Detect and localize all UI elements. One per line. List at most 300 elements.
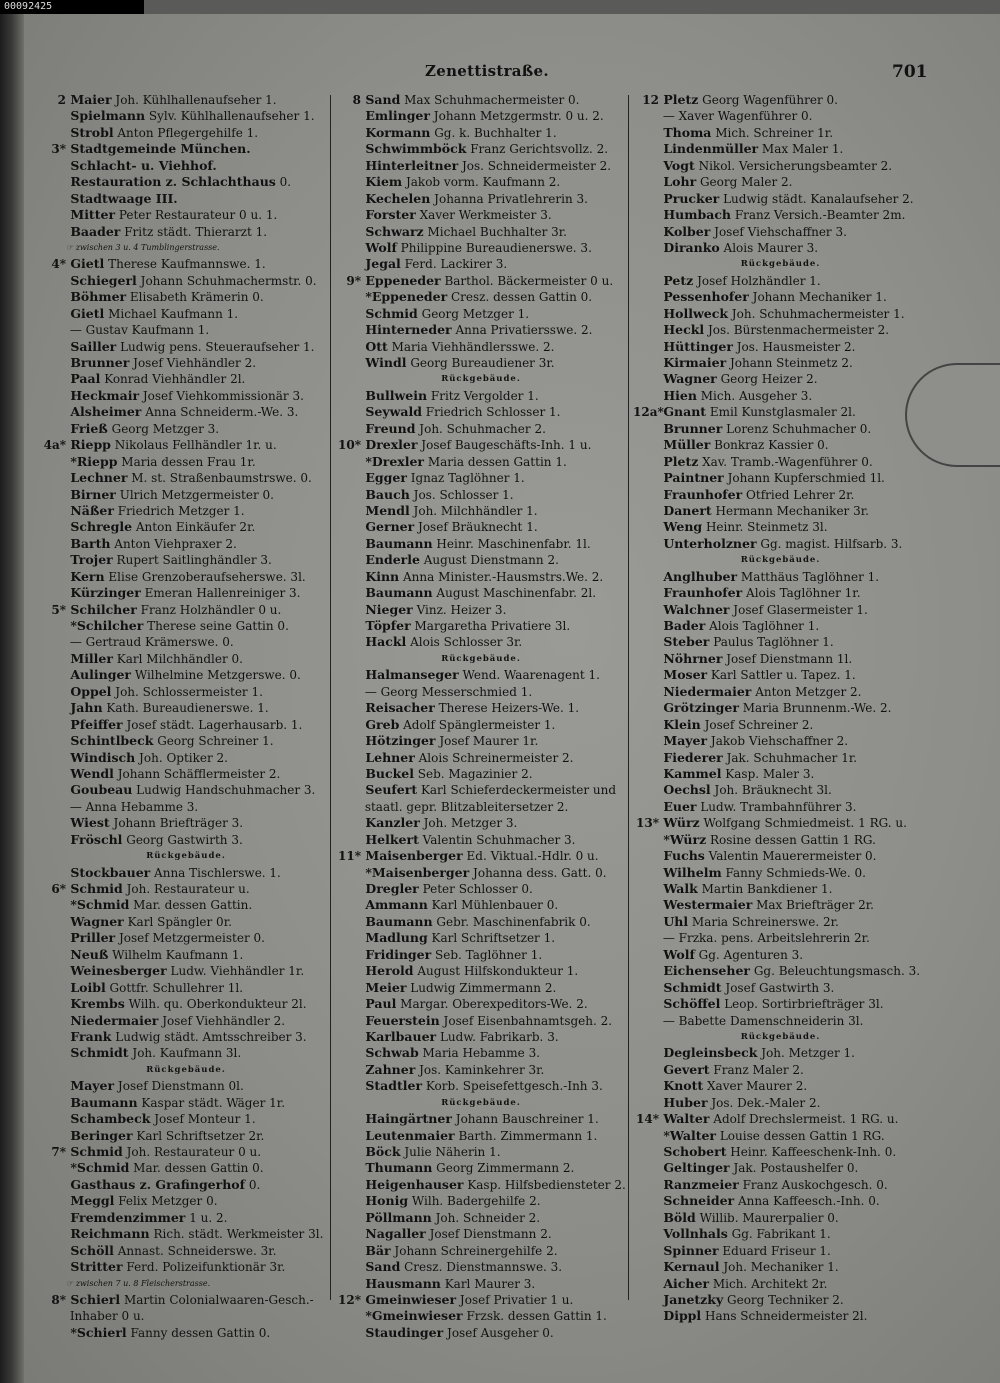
resident-entry <box>633 1078 928 1094</box>
resident-entry <box>335 355 627 371</box>
resident-name: Lohr <box>659 174 697 190</box>
resident-name: Dregler <box>361 881 419 896</box>
resident-entry <box>40 1177 332 1193</box>
resident-entry <box>40 1045 332 1061</box>
resident-name: Müller <box>659 437 711 453</box>
resident-entry <box>40 125 332 141</box>
resident-name: Barth <box>66 535 111 551</box>
section-heading: Rückgebäude. <box>740 555 821 566</box>
resident-detail: Julie Näherin 1. <box>400 1145 501 1159</box>
resident-detail: Max Maler 1. <box>758 142 844 157</box>
resident-detail: Xaver Maurer 2. <box>703 1079 808 1094</box>
resident-detail: Alois Schreinermeister 2. <box>414 750 574 765</box>
resident-entry <box>633 174 928 190</box>
resident-detail: Karl Schieferdeckermeister und <box>417 783 617 798</box>
resident-name: Wolf <box>659 946 695 962</box>
resident-name: Herold <box>361 963 414 979</box>
resident-entry <box>335 552 627 568</box>
resident-detail: Annast. Schneiderswe. 3r. <box>113 1243 277 1258</box>
resident-detail: Josef Viehschaffner 3. <box>710 224 847 239</box>
resident-detail: Ulrich Metzgermeister 0. <box>115 487 274 502</box>
resident-entry <box>633 355 928 371</box>
resident-entry <box>335 914 627 930</box>
resident-name: Kormann <box>361 124 431 140</box>
resident-entry <box>335 750 627 766</box>
resident-name: Kanzler <box>361 815 420 831</box>
resident-entry <box>633 1308 928 1324</box>
resident-entry <box>633 1243 928 1259</box>
resident-name: Loibl <box>66 979 106 995</box>
resident-entry <box>633 1292 928 1308</box>
resident-name: *Maisenberger <box>361 864 470 880</box>
resident-detail: Josef Dienstmann 2. <box>425 1227 552 1242</box>
resident-entry <box>335 256 627 272</box>
resident-name: *Drexler <box>361 453 425 469</box>
resident-name: Fraunhofer <box>659 585 743 601</box>
resident-name: Paul <box>361 996 397 1012</box>
resident-entry <box>633 1160 928 1176</box>
scan-id-strip: 00092425 <box>0 0 144 14</box>
resident-detail: Mar. dessen Gattin 0. <box>129 1161 264 1176</box>
resident-entry <box>40 947 332 963</box>
resident-entry <box>40 569 332 585</box>
resident-entry <box>633 733 928 749</box>
resident-entry <box>40 881 332 897</box>
resident-name: Baader <box>66 223 121 239</box>
resident-detail: Fritz städt. Thierarzt 1. <box>120 224 268 239</box>
resident-detail: Franz Gerichtsvollz. 2. <box>466 142 609 157</box>
resident-detail: Anna Tischlerswe. 1. <box>150 865 281 880</box>
resident-detail: Kath. Bureaudienerswe. 1. <box>102 701 269 716</box>
resident-detail: Cresz. Dienstmannswe. 3. <box>400 1260 563 1275</box>
resident-entry <box>335 700 627 716</box>
resident-name: Fremdenzimmer <box>66 1209 186 1225</box>
resident-entry <box>40 815 332 831</box>
resident-detail: Kaspar städt. Wäger 1r. <box>137 1095 286 1110</box>
resident-name: Schneider <box>659 1193 735 1209</box>
resident-entry <box>633 191 928 207</box>
resident-name: Frank <box>66 1028 112 1044</box>
resident-detail: Maria dessen Gattin 1. <box>424 454 567 469</box>
resident-entry <box>335 289 627 305</box>
resident-entry <box>633 454 928 470</box>
resident-detail: Margar. Oberexpeditors-We. 2. <box>396 997 588 1012</box>
resident-name: Freund <box>361 420 416 436</box>
resident-name: Feuerstein <box>361 1012 440 1028</box>
resident-name: Goubeau <box>66 782 133 798</box>
resident-entry <box>40 1308 332 1324</box>
resident-name: Nöhrner <box>659 650 723 666</box>
resident-detail: — Babette Damenschneiderin 3l. <box>659 1013 864 1028</box>
resident-detail: Karl Milchhändler 0. <box>112 651 243 666</box>
resident-name: Kiem <box>361 174 403 190</box>
resident-entry <box>40 536 332 552</box>
resident-entry <box>40 141 332 157</box>
resident-detail: — Anna Hebamme 3. <box>66 799 199 814</box>
resident-name: Niedermaier <box>659 683 752 699</box>
resident-detail: Elisabeth Krämerin 0. <box>126 290 264 305</box>
resident-entry <box>633 1013 928 1029</box>
resident-name: Restauration z. Schlachthaus <box>66 174 276 190</box>
resident-detail: Johann Kupferschmied 1l. <box>723 471 885 486</box>
resident-entry <box>40 684 332 700</box>
resident-name: Schmid <box>66 881 123 896</box>
resident-detail: Ludwig städt. Kanalaufseher 2. <box>719 191 914 206</box>
resident-detail: Fanny Schmieds-We. 0. <box>721 865 866 880</box>
resident-entry <box>40 388 332 404</box>
resident-entry <box>335 667 627 683</box>
resident-detail: Jakob vorm. Kaufmann 2. <box>402 175 561 190</box>
resident-detail: Anton Pflegergehilfe 1. <box>113 125 259 140</box>
section-heading: Rückgebäude. <box>740 259 821 270</box>
resident-name: Unterholzner <box>659 535 757 551</box>
resident-entry <box>335 799 627 815</box>
resident-detail: Joh. Bräuknecht 3l. <box>710 783 832 798</box>
resident-name: Wagner <box>659 371 717 387</box>
resident-detail: Josef Holzhändler 1. <box>693 273 821 288</box>
resident-detail: Anna Kaffeesch.-Inh. 0. <box>734 1194 880 1209</box>
resident-entry <box>633 618 928 634</box>
house-number: 12* <box>338 1292 361 1307</box>
resident-name: Schöffel <box>659 996 721 1012</box>
resident-entry <box>335 881 627 897</box>
resident-name: Wolf <box>361 239 397 255</box>
resident-entry <box>335 1226 627 1242</box>
resident-entry <box>40 930 332 946</box>
resident-name: Heigenhauser <box>361 1176 464 1192</box>
resident-name: Ranzmeier <box>659 1176 739 1192</box>
resident-name: Pfeiffer <box>66 716 123 732</box>
resident-entry <box>335 487 627 503</box>
resident-entry <box>633 339 928 355</box>
resident-name: Schmidt <box>66 1045 129 1061</box>
book-binding <box>0 0 24 1383</box>
resident-name: Reichmann <box>66 1226 150 1242</box>
resident-entry <box>335 1325 627 1341</box>
resident-entry <box>633 717 928 733</box>
cross-street-note: ☞ zwischen 7 u. 8 Fleischerstrasse. <box>66 1278 211 1288</box>
resident-detail: Fanny dessen Gattin 0. <box>126 1325 271 1340</box>
resident-detail: Matthäus Taglöhner 1. <box>737 569 880 584</box>
resident-detail: Franz Maler 2. <box>709 1062 804 1077</box>
resident-detail: Wilh. Badergehilfe 2. <box>408 1194 541 1209</box>
resident-entry <box>633 470 928 486</box>
resident-entry <box>40 996 332 1012</box>
resident-entry <box>335 437 627 453</box>
resident-entry <box>40 667 332 683</box>
resident-name: Westermaier <box>659 897 753 913</box>
resident-name: Schilcher <box>66 601 137 617</box>
resident-name: Kechelen <box>361 190 431 206</box>
resident-name: Kinn <box>361 568 400 584</box>
resident-detail: Wend. Waarenagent 1. <box>458 668 600 683</box>
resident-detail: — Frzka. pens. Arbeitslehrerin 2r. <box>659 931 870 946</box>
resident-detail: Anton Einkäufer 2r. <box>132 520 256 535</box>
resident-detail: Maria Brunnenm.-We. 2. <box>738 701 892 716</box>
resident-detail: Valentin Mauerermeister 0. <box>704 849 877 864</box>
resident-entry <box>40 1128 332 1144</box>
house-number: 13* <box>636 816 659 831</box>
resident-name: Baumann <box>66 1094 138 1110</box>
resident-detail: — Georg Messerschmied 1. <box>361 684 533 699</box>
resident-entry <box>335 224 627 240</box>
resident-detail: Vinz. Heizer 3. <box>412 602 507 617</box>
resident-entry <box>335 684 627 700</box>
resident-name: Wilhelm <box>659 864 722 880</box>
resident-entry <box>335 207 627 223</box>
resident-name: Walter <box>659 1111 710 1127</box>
house-number: 14* <box>636 1112 659 1127</box>
resident-detail: Martin Colonialwaaren-Gesch.- <box>120 1292 314 1307</box>
resident-name: Schobert <box>659 1144 727 1159</box>
resident-name: Miller <box>66 650 113 666</box>
resident-name: Janetzky <box>659 1291 724 1307</box>
resident-entry <box>335 569 627 585</box>
resident-detail: 0. <box>275 175 292 190</box>
section-heading: Rückgebäude. <box>441 1097 521 1108</box>
resident-entry <box>335 634 627 650</box>
resident-name: Böld <box>659 1209 696 1225</box>
resident-name: Mayer <box>659 733 708 749</box>
resident-entry <box>335 832 627 848</box>
resident-detail: Fritz Vergolder 1. <box>427 388 539 403</box>
resident-detail: Hermann Mechaniker 3r. <box>711 503 869 518</box>
resident-name: Trojer <box>66 552 113 568</box>
resident-detail: Georg Metzger 3. <box>107 421 220 436</box>
resident-name: Schöll <box>66 1242 114 1258</box>
section-heading: Rückgebäude. <box>146 851 226 862</box>
resident-entry <box>335 174 627 190</box>
resident-detail: Georg Zimmermann 2. <box>432 1161 575 1176</box>
resident-entry <box>40 1160 332 1176</box>
resident-entry <box>335 1160 627 1176</box>
resident-name: Geltinger <box>659 1160 730 1176</box>
resident-entry <box>633 108 928 124</box>
resident-name: Ott <box>361 338 388 354</box>
resident-entry <box>40 1325 332 1341</box>
resident-entry <box>335 1210 627 1226</box>
resident-detail: Georg Bureaudiener 3r. <box>406 356 555 370</box>
resident-name: Uhl <box>659 913 689 929</box>
resident-detail: Leop. Sortirbriefträger 3l. <box>720 997 884 1012</box>
resident-name: Oppel <box>66 683 112 699</box>
resident-name: Schregle <box>66 519 133 535</box>
resident-entry <box>335 1128 627 1144</box>
resident-name: Böhmer <box>66 289 127 305</box>
resident-entry <box>335 404 627 420</box>
resident-detail: Josef Glasermeister 1. <box>729 602 868 617</box>
resident-entry <box>40 832 332 848</box>
resident-detail: Joh. Mechaniker 1. <box>719 1260 839 1275</box>
resident-entry <box>633 996 928 1012</box>
resident-entry <box>633 750 928 766</box>
cross-street-note: ☞ zwischen 3 u. 4 Tumblingerstrasse. <box>66 242 220 252</box>
resident-entry <box>40 1111 332 1127</box>
house-number: 4* <box>51 257 66 272</box>
resident-detail: Karl Schriftsetzer 2r. <box>132 1128 265 1143</box>
resident-detail: Anton Metzger 2. <box>751 684 862 699</box>
resident-name: Lechner <box>66 470 128 486</box>
resident-detail: Maria Viehhändlersswe. 2. <box>387 339 555 354</box>
resident-detail: Therese seine Gattin 0. <box>143 619 289 633</box>
resident-detail: Maria dessen Frau 1r. <box>117 454 256 469</box>
column-1 <box>40 92 332 1341</box>
resident-detail: Georg Schreiner 1. <box>153 734 274 749</box>
resident-name: Schmid <box>66 1144 123 1159</box>
resident-entry <box>633 240 928 256</box>
resident-name: Thoma <box>659 124 712 140</box>
resident-detail: Josef Privatier 1 u. <box>456 1292 574 1307</box>
resident-name: Sand <box>361 1259 401 1275</box>
resident-detail: Ludwig pens. Steueraufseher 1. <box>116 339 315 354</box>
resident-entry <box>335 930 627 946</box>
resident-entry <box>335 1013 627 1029</box>
resident-detail: Peter Schlosser 0. <box>418 882 533 896</box>
resident-detail: Anna Schneiderm.-We. 3. <box>141 405 299 420</box>
resident-name: Eppeneder <box>361 272 441 288</box>
resident-name: Kolber <box>659 223 711 239</box>
resident-entry <box>40 799 332 815</box>
resident-name: Heckl <box>659 322 705 338</box>
resident-entry <box>335 996 627 1012</box>
resident-entry <box>335 141 627 157</box>
resident-entry <box>633 963 928 979</box>
resident-name: Kürzinger <box>66 585 141 601</box>
resident-detail: Paulus Taglöhner 1. <box>709 635 834 650</box>
resident-name: Frieß <box>66 420 108 436</box>
resident-detail: Josef Metzgermeister 0. <box>115 931 265 946</box>
resident-detail: Johann Briefträger 3. <box>109 816 244 831</box>
resident-name: Schintlbeck <box>66 733 154 749</box>
resident-entry <box>40 1193 332 1209</box>
column-3 <box>633 92 928 1325</box>
resident-detail: Joh. Kühlhallenaufseher 1. <box>111 93 277 107</box>
resident-entry <box>633 782 928 798</box>
resident-name: Greb <box>361 716 400 732</box>
resident-detail: Josef Ausgeher 0. <box>443 1325 554 1340</box>
resident-detail: Josef Schreiner 2. <box>700 717 814 732</box>
resident-name: Dippl <box>659 1308 702 1324</box>
resident-name: Vollnhals <box>659 1226 728 1242</box>
resident-detail: Karl Maurer 3. <box>440 1276 536 1291</box>
resident-entry <box>40 865 332 881</box>
resident-detail: Ludw. Trambahnführer 3. <box>696 799 857 814</box>
resident-name: Krembs <box>66 996 125 1012</box>
house-number: 8 <box>352 93 361 107</box>
resident-name: Schwarz <box>361 223 424 239</box>
resident-entry <box>40 585 332 601</box>
resident-entry <box>40 339 332 355</box>
resident-detail: Peter Restaurateur 0 u. 1. <box>115 208 278 223</box>
resident-detail: Jak. Schuhmacher 1r. <box>722 750 858 765</box>
resident-name: Prucker <box>659 190 720 206</box>
resident-entry <box>335 322 627 338</box>
resident-entry <box>40 174 332 190</box>
resident-detail: Heinr. Maschinenfabr. 1l. <box>432 536 591 551</box>
resident-entry <box>633 832 928 848</box>
resident-entry <box>335 503 627 519</box>
resident-entry <box>633 306 928 322</box>
resident-detail: Hans Schneidermeister 2l. <box>701 1309 868 1324</box>
resident-name: Neuß <box>66 946 109 962</box>
resident-entry <box>40 158 332 174</box>
resident-detail: Ludwig städt. Amtsschreiber 3. <box>111 1029 307 1044</box>
resident-name: Oechsl <box>659 782 711 798</box>
resident-name: Steber <box>659 634 710 650</box>
resident-detail: Josef städt. Lagerhausarb. 1. <box>122 717 303 732</box>
resident-detail: Gottfr. Schullehrer 1l. <box>105 980 244 995</box>
resident-detail: Ludw. Fabrikarb. 3. <box>436 1029 559 1044</box>
resident-name: Gevert <box>659 1061 710 1077</box>
resident-name: Aulinger <box>66 667 132 683</box>
resident-name: Seywald <box>361 404 422 420</box>
resident-entry <box>335 585 627 601</box>
resident-name: Windl <box>361 355 407 370</box>
resident-name: Drexler <box>361 437 418 453</box>
resident-detail: Josef Viehkommissionär 3. <box>139 388 304 403</box>
resident-name: Degleinsbeck <box>659 1045 758 1061</box>
resident-name: *Gmeinwieser <box>361 1308 463 1324</box>
resident-detail: Ludw. Viehhändler 1r. <box>166 964 305 979</box>
resident-entry <box>40 224 332 240</box>
resident-detail: Josef Gastwirth 3. <box>721 980 835 995</box>
resident-name: Fröschl <box>66 831 123 847</box>
resident-name: Huber <box>659 1094 708 1110</box>
resident-name: Schmid <box>361 305 418 321</box>
resident-detail: Georg Gastwirth 3. <box>122 832 243 847</box>
resident-entry <box>633 487 928 503</box>
resident-name: Beringer <box>66 1127 133 1143</box>
resident-detail: Josef Baugeschäfts-Inh. 1 u. <box>417 438 592 453</box>
resident-entry <box>633 1062 928 1078</box>
resident-entry <box>633 766 928 782</box>
resident-name: Ammann <box>361 897 428 913</box>
resident-detail: Joh. Optiker 2. <box>135 750 228 765</box>
resident-entry <box>633 1259 928 1275</box>
resident-name: Gasthaus z. Grafingerhof <box>66 1176 246 1192</box>
resident-entry <box>40 404 332 420</box>
resident-detail: Louise dessen Gattin 1 RG. <box>716 1128 885 1143</box>
resident-detail: Maria Hebamme 3. <box>418 1046 541 1061</box>
resident-entry <box>633 224 928 240</box>
resident-entry <box>40 766 332 782</box>
resident-entry <box>633 865 928 881</box>
resident-entry <box>633 799 928 815</box>
resident-name: Schwimmböck <box>361 141 467 157</box>
resident-name: Knott <box>659 1078 704 1094</box>
resident-entry <box>633 1144 928 1160</box>
resident-name: Lehner <box>361 749 415 765</box>
resident-name: Haingärtner <box>361 1111 452 1127</box>
resident-detail: Emeran Hallenreiniger 3. <box>140 586 301 601</box>
resident-detail: staatl. gepr. Blitzableitersetzer 2. <box>361 799 569 814</box>
resident-name: Kammel <box>659 765 722 781</box>
resident-name: Madlung <box>361 930 428 946</box>
resident-entry <box>40 437 332 453</box>
resident-name: Hackl <box>361 634 407 650</box>
resident-entry <box>40 322 332 338</box>
house-number: 9* <box>346 273 361 288</box>
resident-detail: Joh. Restaurateur u. <box>122 882 250 896</box>
house-number: 2 <box>57 93 66 107</box>
resident-entry <box>335 980 627 996</box>
resident-entry <box>633 371 928 387</box>
resident-entry <box>40 1243 332 1259</box>
resident-detail: Ferd. Lackirer 3. <box>400 257 508 272</box>
resident-detail: Karl Spängler 0r. <box>123 914 232 929</box>
resident-entry <box>40 733 332 749</box>
page-header <box>0 62 1000 86</box>
